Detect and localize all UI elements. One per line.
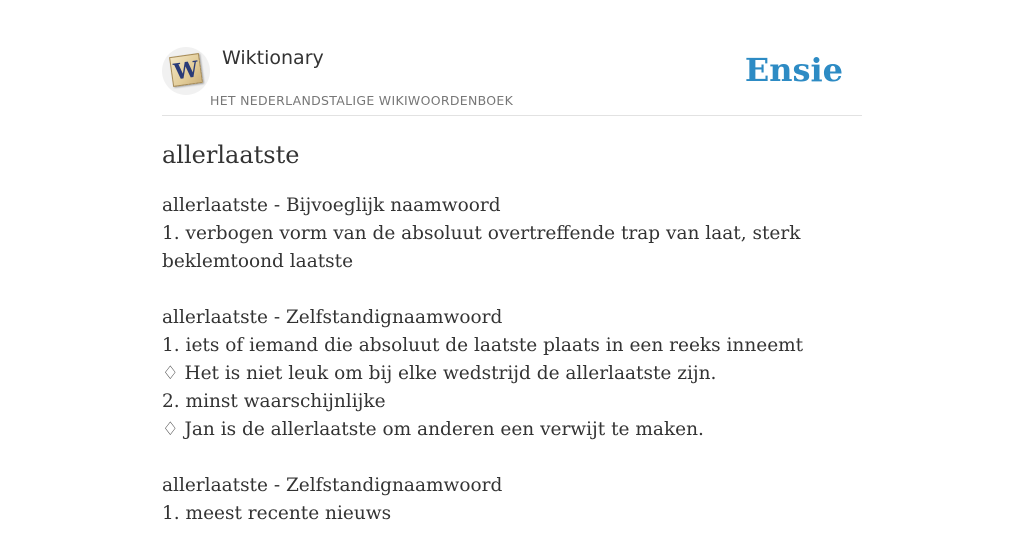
brand-logo-link[interactable]: Ensie <box>744 51 843 89</box>
definition-line: 1. verbogen vorm van de absoluut overtreffende trap van laat, sterk beklemtoond laatste <box>162 223 801 272</box>
main-container <box>162 0 862 524</box>
page-title: allerlaatste <box>162 141 300 169</box>
entry-heading: allerlaatste - Bijvoeglijk naamwoord <box>162 195 501 216</box>
entry <box>162 304 862 444</box>
entry <box>162 472 862 528</box>
definition-line: 2. minst waarschijnlijke <box>162 391 386 412</box>
example-line: ♢ Het is niet leuk om bij elke wedstrijd de allerlaatste zijn. <box>162 363 717 384</box>
site-title[interactable]: Wiktionary <box>222 47 324 69</box>
definitions <box>162 192 862 556</box>
logo-tile <box>169 53 203 87</box>
site-header <box>162 0 862 116</box>
definition-line: 1. meest recente nieuws <box>162 503 392 524</box>
wiktionary-logo-icon[interactable] <box>162 47 210 95</box>
entry-heading: allerlaatste - Zelfstandignaamwoord <box>162 475 503 496</box>
example-line: ♢ Jan is de allerlaatste om anderen een verwijt te maken. <box>162 419 704 440</box>
logo-letter: W <box>172 55 201 86</box>
definition-line: 1. iets of iemand die absoluut de laatste plaats in een reeks inneemt <box>162 335 804 356</box>
entry-heading: allerlaatste - Zelfstandignaamwoord <box>162 307 503 328</box>
site-subtitle: HET NEDERLANDSTALIGE WIKIWOORDENBOEK <box>210 93 514 108</box>
entry <box>162 192 862 276</box>
